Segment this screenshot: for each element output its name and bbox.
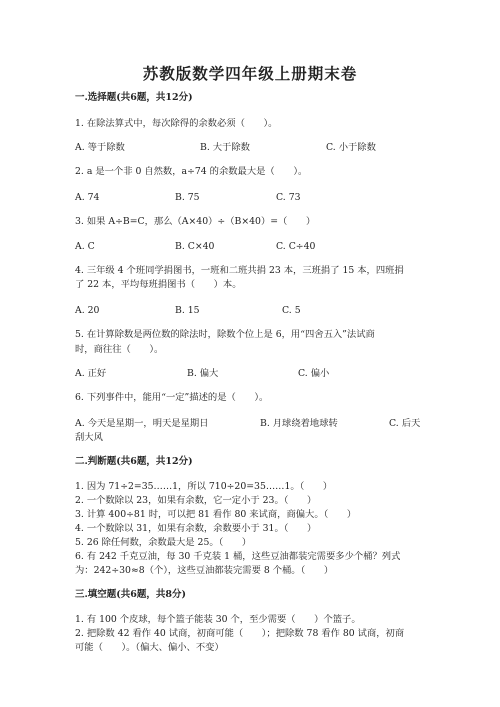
option-c: C. 偏小 (298, 368, 330, 379)
option-a: A. 正好 (75, 368, 107, 379)
option-b: B. C×40 (175, 241, 215, 252)
section-heading-choice: 一.选择题(共6题，共12分) (75, 92, 193, 103)
judge-item: 5. 26 除任何数，余数最大是 25。（ ） (75, 537, 252, 548)
question-stem: 1. 在除法算式中，每次除得的余数必须（ ）。 (75, 118, 278, 129)
judge-item: 1. 因为 71÷2=35……1，所以 710÷20=35……1。（ ） (75, 481, 333, 492)
option-a: A. 今天是星期一，明天是星期日 (75, 418, 209, 429)
judge-item: 3. 计算 400÷81 时，可以把 81 看作 80 来试商，商偏大。（ ） (75, 509, 357, 520)
question-stem: 2. a 是一个非 0 自然数，a÷74 的余数最大是（ ）。 (75, 166, 308, 177)
option-a-cont: 刮大风 (75, 432, 103, 443)
question-stem: 5. 在计算除数是两位数的除法时，除数个位上是 6，用“四舍五入”法试商 (75, 329, 375, 340)
question-stem: 4. 三年级 4 个班同学捐图书，一班和二班共捐 23 本，三班捐了 15 本，四班捐 (75, 265, 404, 276)
option-c: C. C÷40 (276, 241, 316, 252)
judge-item: 2. 一个数除以 23，如果有余数，它一定小于 23。（ ） (75, 495, 317, 506)
fill-item: 1. 有 100 个皮球，每个篮子能装 30 个，至少需要（ ）个篮子。 (75, 614, 361, 625)
judge-item: 4. 一个数除以 31，如果有余数，余数要小于 31。（ ） (75, 523, 317, 534)
section-heading-judge: 二.判断题(共6题，共12分) (75, 456, 193, 467)
option-a: A. C (75, 241, 95, 252)
option-a: A. 20 (75, 305, 100, 316)
question-stem-cont: 了 22 本，平均每班捐图书（ ）本。 (75, 279, 242, 290)
option-b: B. 月球绕着地球转 (260, 418, 338, 429)
question-stem: 3. 如果 A÷B=C，那么（A×40）÷（B×40）=（ ） (75, 216, 316, 227)
option-a: A. 等于除数 (75, 142, 125, 153)
question-stem-cont: 时，商往往（ ）。 (75, 344, 164, 355)
option-b: B. 大于除数 (200, 142, 250, 153)
fill-item: 2. 把除数 42 看作 40 试商，初商可能（ ）；把除数 78 看作 80 试商，初商 (75, 628, 405, 639)
option-c: C. 后天 (389, 418, 421, 429)
fill-item-cont: 可能（ ）。（偏大、偏小、不变） (75, 642, 224, 653)
judge-item-cont: 为：242÷30≈8（个），这些豆油都装完需要 8 个桶。（ ） (75, 565, 334, 576)
judge-item: 6. 有 242 千克豆油，每 30 千克装 1 桶，这些豆油都装完需要多少个桶？列式 (75, 551, 401, 562)
question-stem: 6. 下列事件中，能用“一定”描述的是（ ）。 (75, 392, 269, 403)
option-c: C. 5 (282, 305, 301, 316)
page-title: 苏教版数学四年级上册期末卷 (142, 64, 358, 83)
option-c: C. 73 (276, 192, 301, 203)
option-c: C. 小于除数 (326, 142, 376, 153)
option-a: A. 74 (75, 192, 100, 203)
option-b: B. 15 (175, 305, 200, 316)
option-b: B. 偏大 (187, 368, 219, 379)
section-heading-fill: 三.填空题(共6题，共8分) (75, 589, 187, 600)
option-b: B. 75 (175, 192, 200, 203)
